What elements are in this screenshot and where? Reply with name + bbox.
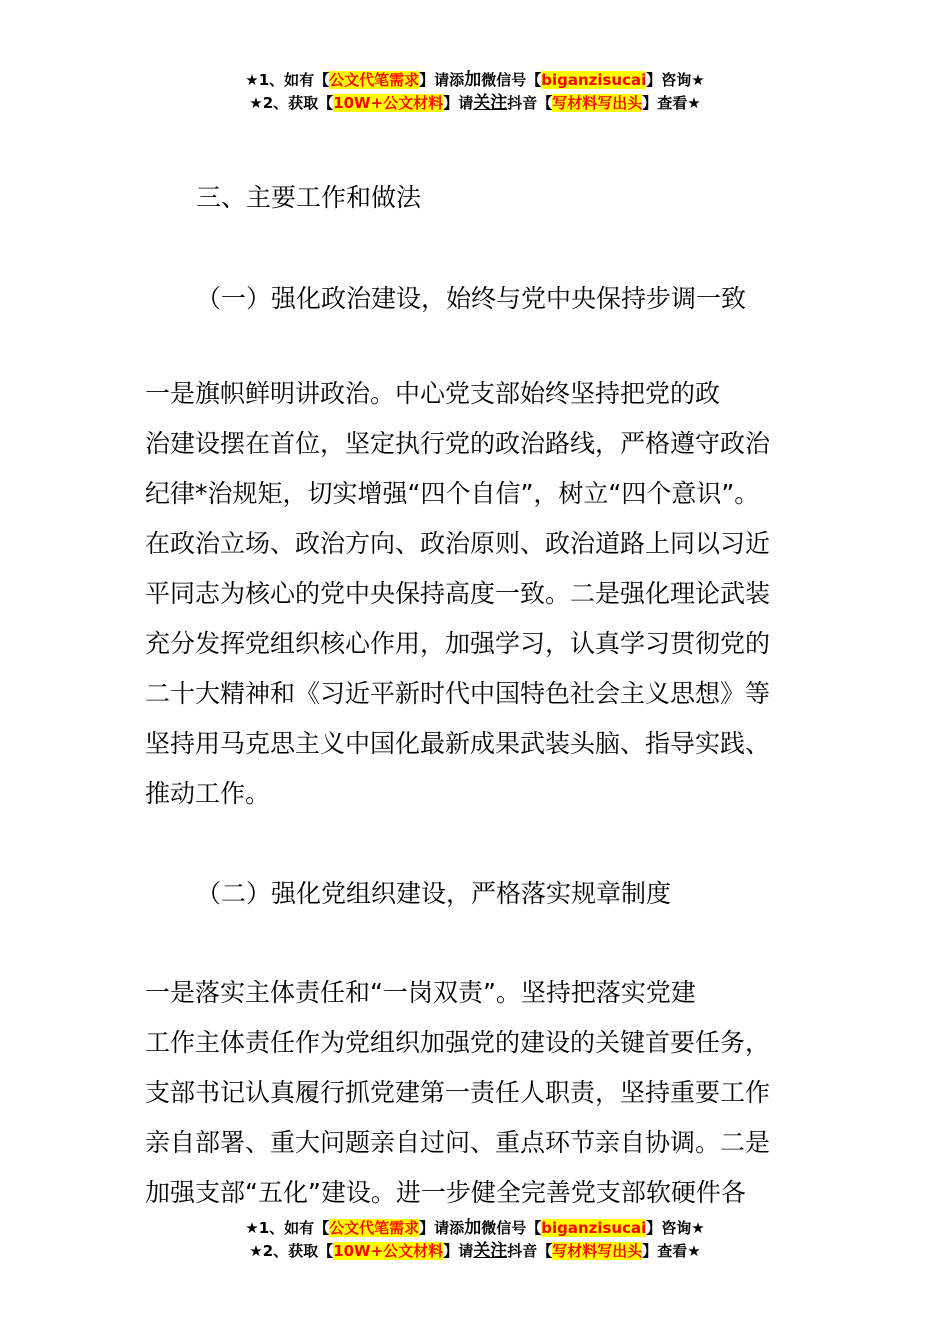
paragraph-line: 推动工作。 — [145, 779, 271, 808]
paragraph-line: 坚持用马克思主义中国化最新成果武装头脑、指导实践、 — [145, 729, 771, 758]
banner-highlight-service: 公文代笔需求 — [329, 1219, 420, 1237]
banner-highlight-service: 公文代笔需求 — [329, 71, 420, 89]
paragraph-line: 一是落实主体责任和“一岗双责”。坚持把落实党建 — [145, 978, 696, 1007]
bottom-banner — [0, 1217, 950, 1263]
paragraph-2-text — [145, 968, 815, 1218]
paragraph-line: 治建设摆在首位，坚定执行党的政治路线，严格遵守政治 — [145, 429, 771, 458]
paragraph-line: 充分发挥党组织核心作用，加强学习，认真学习贯彻党的 — [145, 629, 771, 658]
banner-line-2: ★2、获取【10W+公文材料】请关注抖音【写材料写出头】查看★ — [249, 1241, 701, 1261]
paragraph-line: 二十大精神和《习近平新时代中国特色社会主义思想》等 — [145, 679, 771, 708]
subsection-heading-1: （一）强化政治建设，始终与党中央保持步调一致 — [196, 284, 747, 313]
paragraph-1 — [145, 369, 815, 819]
paragraph-2 — [145, 968, 815, 1218]
paragraph-line: 支部书记认真履行抓党建第一责任人职责，坚持重要工作 — [145, 1078, 771, 1107]
paragraph-line: 加强支部“五化”建设。进一步健全完善党支部软硬件各 — [145, 1178, 746, 1207]
paragraph-line: 工作主体责任作为党组织加强党的建设的关键首要任务， — [145, 1028, 771, 1057]
banner-line-1: ★1、如有【公文代笔需求】请添加微信号【biganzisucai】咨询★ — [245, 70, 705, 90]
paragraph-line: 亲自部署、重大问题亲自过问、重点环节亲自协调。二是 — [145, 1128, 771, 1157]
paragraph-line: 纪律*治规矩，切实增强“四个自信”，树立“四个意识”。 — [145, 479, 760, 508]
banner-highlight-douyin: 写材料写出头 — [552, 94, 643, 112]
banner-highlight-materials: 10W+公文材料 — [333, 94, 444, 112]
banner-line-1: ★1、如有【公文代笔需求】请添加微信号【biganzisucai】咨询★ — [245, 1218, 705, 1238]
section-heading: 三、主要工作和做法 — [196, 183, 422, 212]
subsection-heading-2: （二）强化党组织建设，严格落实规章制度 — [196, 879, 672, 908]
paragraph-1-text — [145, 369, 815, 819]
banner-highlight-wechat-id: biganzisucai — [541, 1219, 647, 1237]
banner-highlight-douyin: 写材料写出头 — [552, 1242, 643, 1260]
top-banner — [0, 69, 950, 115]
banner-highlight-materials: 10W+公文材料 — [333, 1242, 444, 1260]
banner-highlight-wechat-id: biganzisucai — [541, 71, 647, 89]
paragraph-line: 平同志为核心的党中央保持高度一致。二是强化理论武装 — [145, 579, 771, 608]
paragraph-line: 在政治立场、政治方向、政治原则、政治道路上同以习近 — [145, 529, 771, 558]
banner-line-2: ★2、获取【10W+公文材料】请关注抖音【写材料写出头】查看★ — [249, 93, 701, 113]
paragraph-line: 一是旗帜鲜明讲政治。中心党支部始终坚持把党的政 — [145, 379, 721, 408]
